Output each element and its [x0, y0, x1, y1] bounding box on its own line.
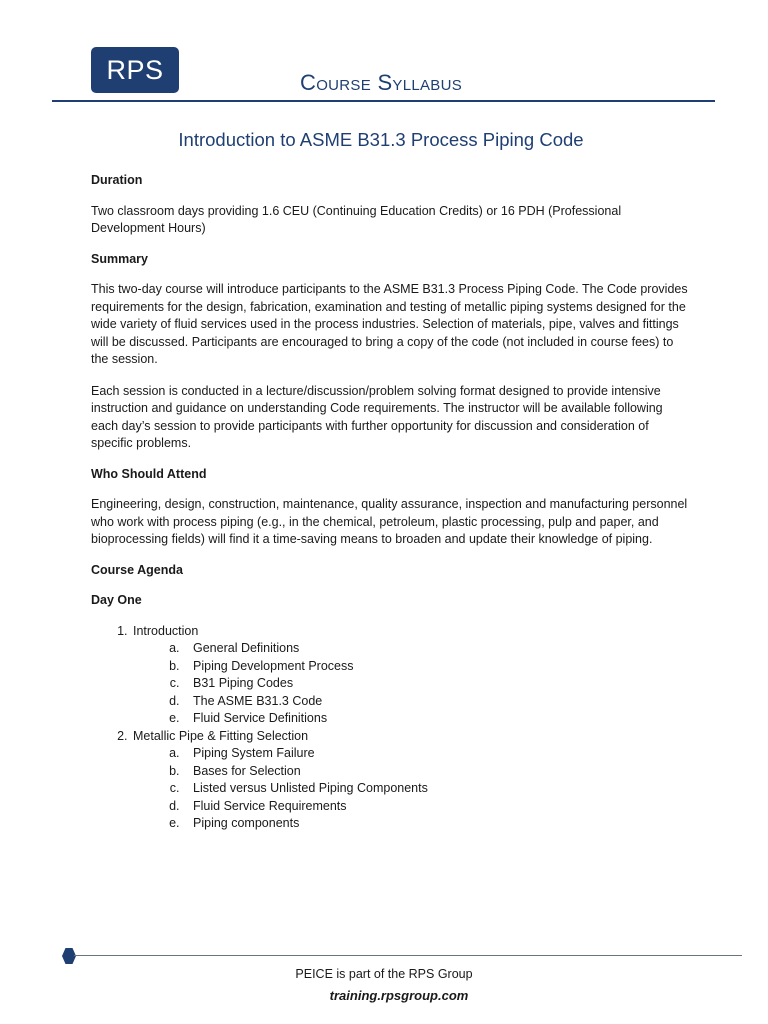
- agenda-sublist: [133, 745, 691, 833]
- who-should-attend-heading: Who Should Attend: [91, 466, 207, 481]
- agenda-item-label: Introduction: [133, 623, 199, 638]
- header-divider: [52, 100, 715, 102]
- syllabus-content: [91, 172, 691, 833]
- agenda-subitem: b. Piping Development Process: [183, 658, 691, 676]
- agenda-subitem: d. The ASME B31.3 Code: [183, 693, 691, 711]
- footer-website: training.rpsgroup.com: [329, 988, 469, 1003]
- agenda-subitem: a. General Definitions: [183, 640, 691, 658]
- duration-text: Two classroom days providing 1.6 CEU (Continuing Education Credits) or 16 PDH (Professional Development Hours): [91, 203, 622, 235]
- day-one-heading: Day One: [91, 593, 142, 607]
- rps-logo: RPS: [91, 47, 179, 93]
- agenda-subitem: e. Piping components: [183, 815, 691, 833]
- footer-company-note: PEICE is part of the RPS Group: [295, 967, 473, 981]
- agenda-subitem: d. Fluid Service Requirements: [183, 798, 691, 816]
- agenda-subitem: a. Piping System Failure: [183, 745, 691, 763]
- summary-paragraph-2: Each session is conducted in a lecture/discussion/problem solving format designed to provide intensive instruction and guidance on understanding Code requirements. The instructor will be available following each day’s session to provide participants with further opportunity for discussion and consideration of specific problems.: [91, 383, 663, 450]
- agenda-item-label: Metallic Pipe & Fitting Selection: [133, 728, 309, 743]
- agenda-sublist: [133, 640, 691, 728]
- header-title: Course Syllabus: [300, 70, 463, 95]
- agenda-item: [131, 728, 691, 833]
- agenda-item: [131, 623, 691, 728]
- agenda-subitem: b. Bases for Selection: [183, 763, 691, 781]
- day-one-agenda-list: [91, 623, 691, 833]
- document-title: Introduction to ASME B31.3 Process Piping Code: [178, 129, 584, 150]
- footer-hexagon-icon: [62, 948, 76, 964]
- who-should-attend-text: Engineering, design, construction, maintenance, quality assurance, inspection and manufacturing personnel who work with process piping (e.g., in the chemical, petroleum, plastic processing, pulp and paper, and bioprocessing fields) will find it a time-saving means to broaden and update their knowledge of piping.: [91, 497, 688, 546]
- summary-heading: Summary: [91, 251, 148, 266]
- agenda-subitem: c. B31 Piping Codes: [183, 675, 691, 693]
- summary-paragraph-1: This two-day course will introduce participants to the ASME B31.3 Process Piping Code. The Code provides requirements for the design, fabrication, examination and testing of metallic piping systems designed for the wide variety of fluid services used in the process industries. Selection of materials, pipe, valves and fittings will be discussed. Participants are encouraged to bring a copy of the code (not included in course fees) to the session.: [91, 282, 688, 366]
- agenda-subitem: c. Listed versus Unlisted Piping Components: [183, 780, 691, 798]
- course-agenda-heading: Course Agenda: [91, 562, 183, 577]
- duration-heading: Duration: [91, 173, 143, 187]
- agenda-subitem: e. Fluid Service Definitions: [183, 710, 691, 728]
- footer-divider: [74, 955, 742, 956]
